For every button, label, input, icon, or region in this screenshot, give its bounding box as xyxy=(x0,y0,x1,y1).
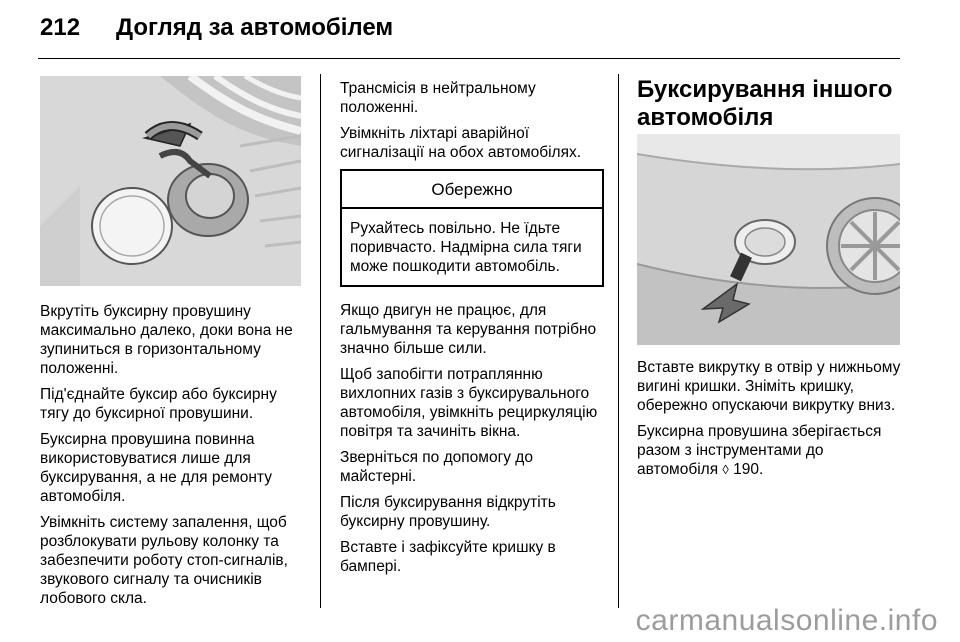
rear-bumper-illustration xyxy=(637,134,900,345)
page-number: 212 xyxy=(40,14,81,41)
page-header-title: Догляд за автомобілем xyxy=(116,14,394,41)
paragraph: Вкрутіть буксирну провушину максимально далеко, доки вона не зупиниться в горизонтальному положенні. xyxy=(40,303,293,377)
column-2 xyxy=(340,79,604,583)
paragraph: Зверніться по допомогу до майстерні. xyxy=(340,449,533,485)
warning-text: Рухайтесь повільно. Не їдьте поривчасто. Надмірна сила тяги може пошкодити автомобіль. xyxy=(350,220,582,275)
paragraph: Під'єднайте буксир або буксирну тягу до буксирної провушини. xyxy=(40,386,277,422)
page-reference-arrow-icon: ◊ xyxy=(722,462,729,477)
paragraph-text: Буксирна провушина зберігається разом з інструментами до автомобіля xyxy=(637,423,882,478)
paragraph: Буксирна провушина повинна використовуватися лише для буксирування, а не для ремонту автомобіля. xyxy=(40,431,272,505)
warning-box xyxy=(340,169,604,287)
page-reference-link[interactable]: 190. xyxy=(733,461,764,478)
column-divider-1 xyxy=(320,74,321,608)
paragraph: Увімкніть систему запалення, щоб розблокувати рульову колонку та забезпечити роботу стоп-сигналів, звукового сигналу та очисників лобового скла. xyxy=(40,514,288,607)
paragraph: Щоб запобігти потраплянню вихлопних газів з буксирувального автомобіля, увімкніть рециркуляцію повітря та зачиніть вікна. xyxy=(340,366,598,440)
paragraph: Вставте і зафіксуйте кришку в бампері. xyxy=(340,539,556,575)
header-rule xyxy=(38,58,900,59)
paragraph: Трансмісія в нейтральному положенні. xyxy=(340,80,536,116)
paragraph: Вставте викрутку в отвір у нижньому вигині кришки. Зніміть кришку, обережно опускаючи викрутку вниз. xyxy=(637,359,901,414)
tow-eye-front-illustration xyxy=(40,76,301,286)
section-heading: Буксирування іншого автомобіля xyxy=(637,76,893,131)
paragraph: Після буксирування відкрутіть буксирну провушину. xyxy=(340,494,556,530)
paragraph: Якщо двигун не працює, для гальмування та керування потрібно значно більше сили. xyxy=(340,302,597,357)
warning-title: Обережно xyxy=(342,171,602,209)
tow-eye-icon xyxy=(40,76,301,286)
paragraph: Увімкніть ліхтарі аварійної сигналізації на обох автомобілях. xyxy=(340,125,582,161)
paragraph xyxy=(637,422,903,479)
column-1 xyxy=(40,302,310,615)
column-3 xyxy=(637,358,903,486)
watermark: carmanualsonline.info xyxy=(635,604,938,637)
column-divider-2 xyxy=(618,74,619,608)
screwdriver-icon xyxy=(637,134,900,345)
